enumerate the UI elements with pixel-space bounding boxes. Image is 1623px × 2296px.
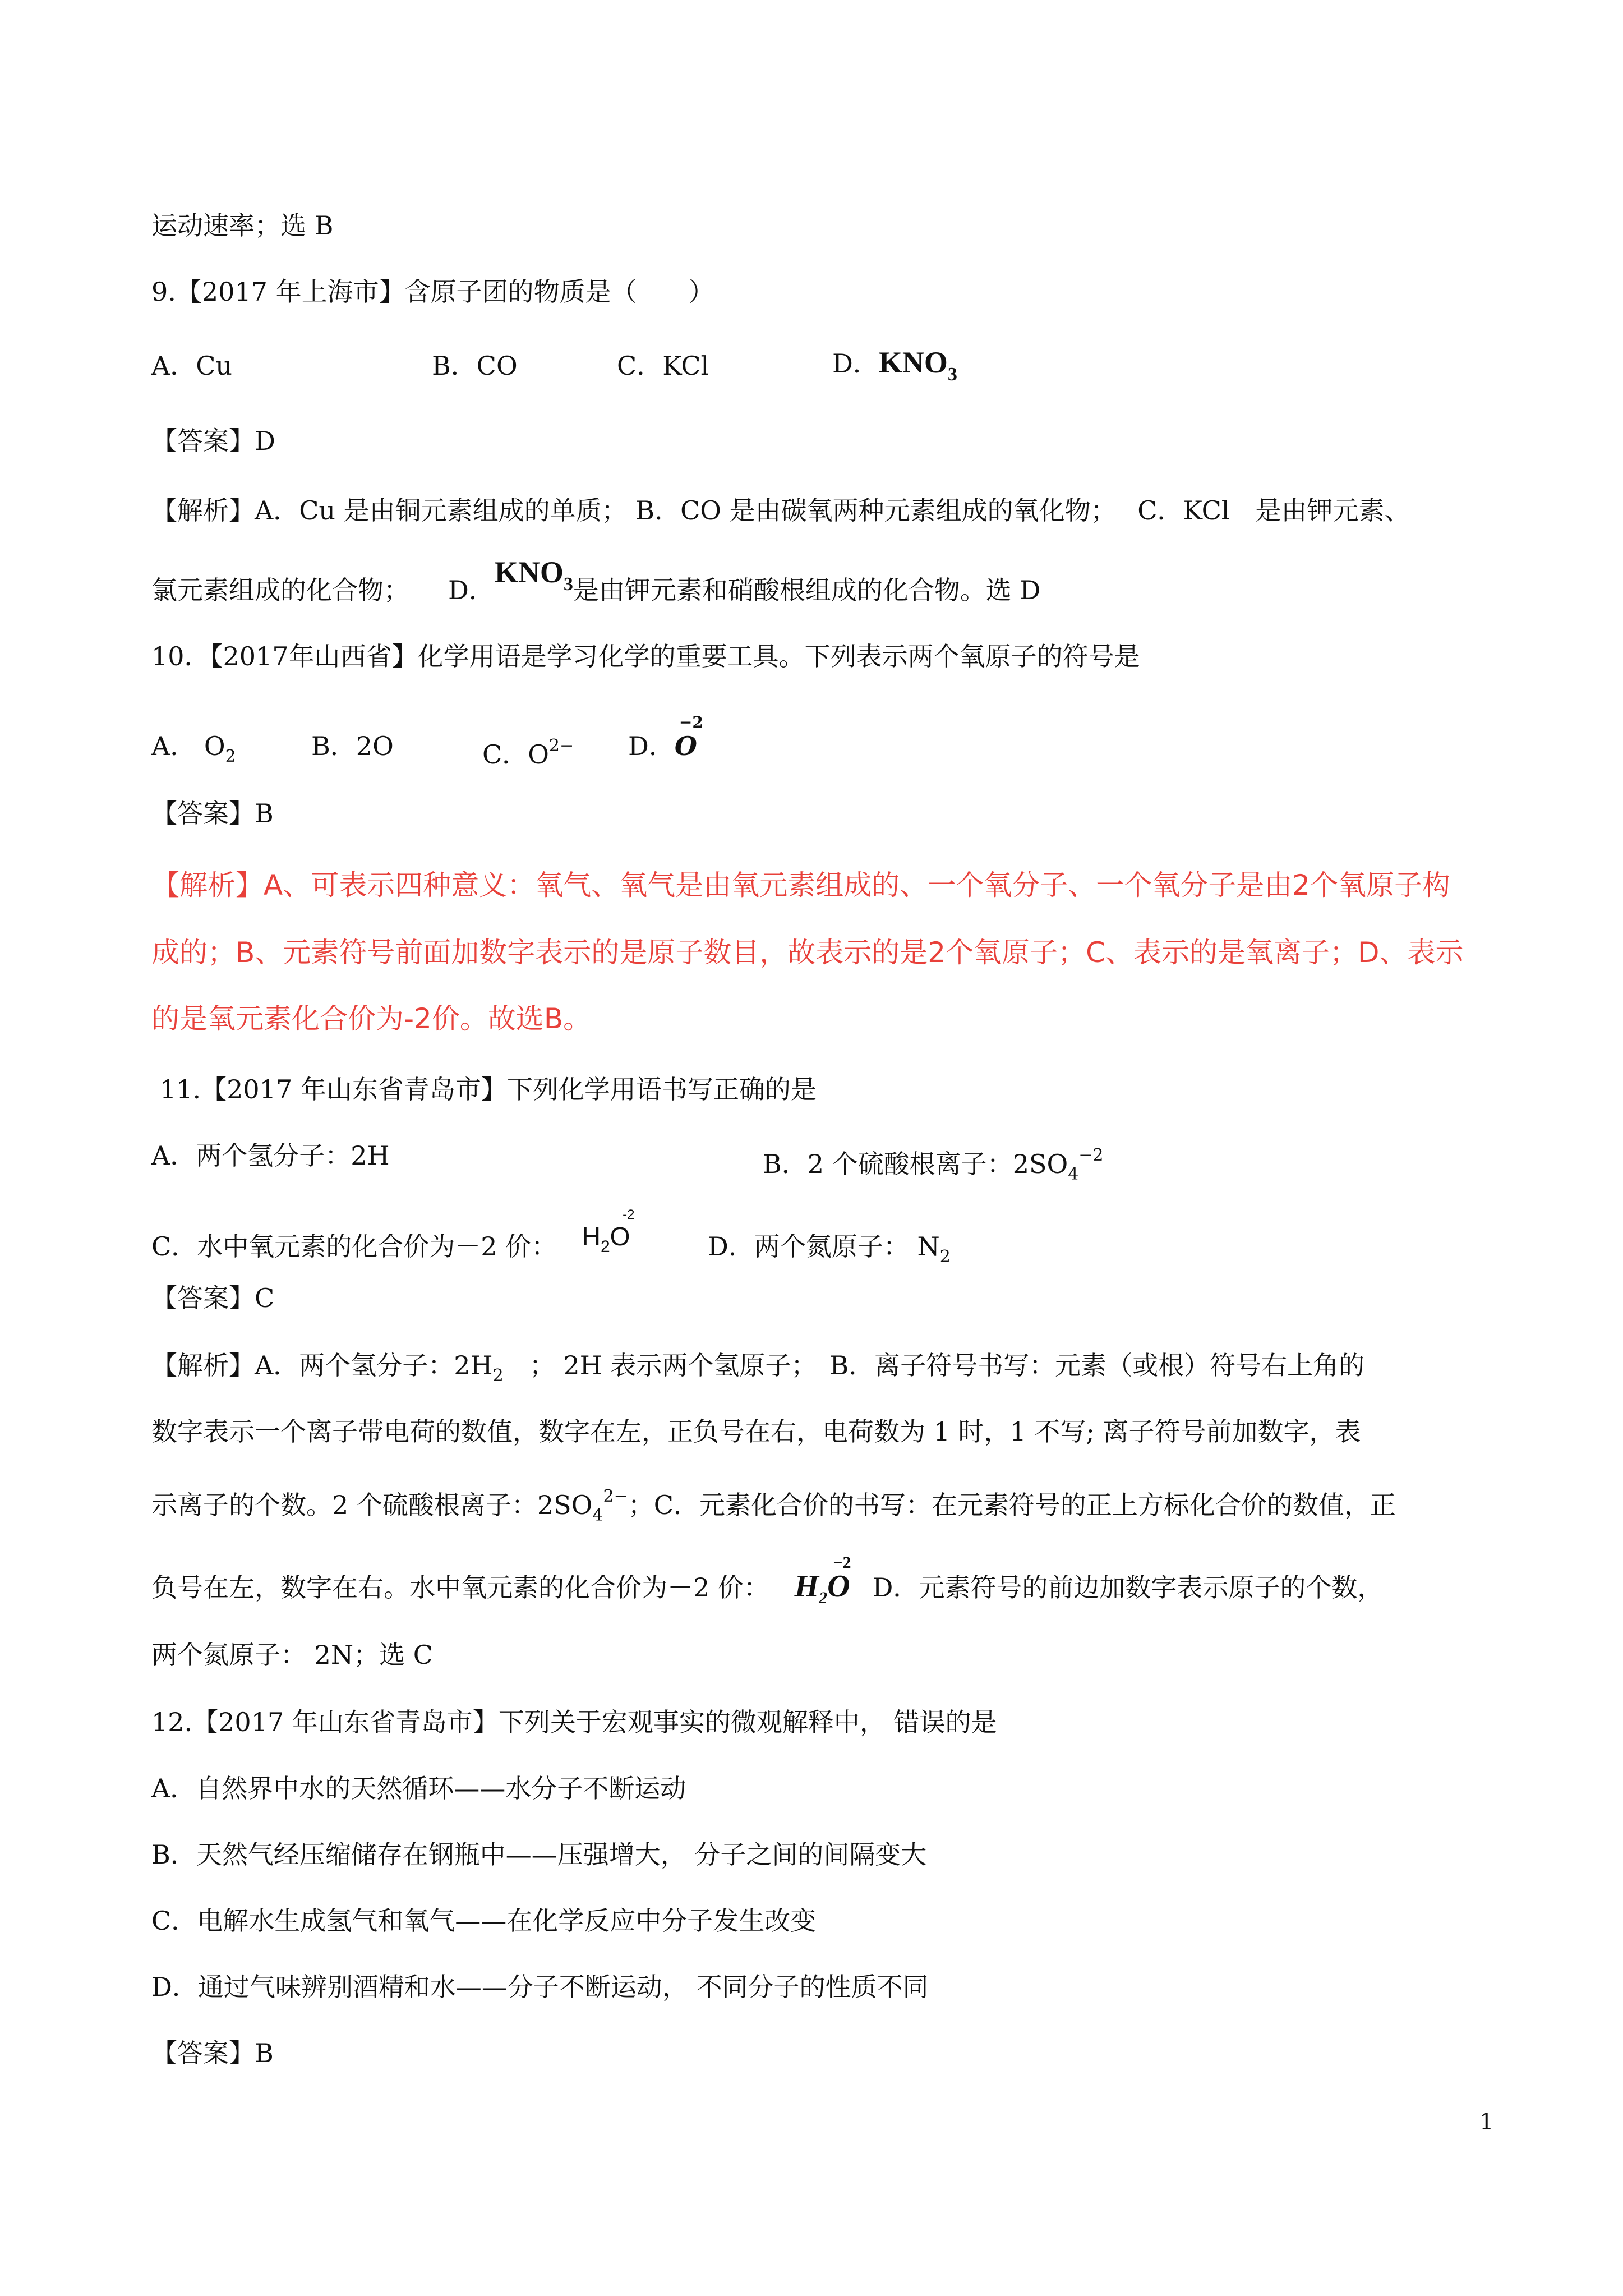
q9-option-d-label: D．: [832, 348, 879, 379]
q12-option-b: B．天然气经压缩储存在钢瓶中——压强增大， 分子之间的间隔变大: [151, 1839, 927, 1870]
q9-option-a: A．Cu: [151, 351, 233, 381]
q9-option-c: C．KCl: [617, 351, 709, 381]
page-number: 1: [1479, 2109, 1494, 2135]
q11-answer: 【答案】C: [151, 1283, 275, 1313]
q12-answer: 【答案】B: [151, 2038, 274, 2068]
q10-option-b: B．2O: [311, 731, 394, 761]
q12-option-d: D．通过气味辨别酒精和水——分子不断运动， 不同分子的性质不同: [151, 1972, 929, 2002]
kno3-formula: $KNO_3$: [878, 346, 957, 385]
q12-option-c: C．电解水生成氢气和氧气——在化学反应中分子发生改变: [151, 1906, 817, 1936]
q10-answer: 【答案】B: [151, 798, 274, 829]
q9-answer: 【答案】D: [151, 426, 275, 456]
q10-explanation-line: 成的；B、元素符号前面加数字表示的是原子数目，故表示的是2个氧原子；C、表示的是氧离子；D、表示: [151, 936, 1464, 969]
q11-explanation-line: 示离子的个数。2 个硫酸根离子：$2SO_4^{2-}$；C．元素化合价的书写：在元素符号的正上方标化合价的数值，正: [151, 1487, 1396, 1525]
q11-option-c: C．水中氧元素的化合价为－2 价： $H_2O$ -2: [151, 1230, 630, 1274]
q11-explanation-line: 【解析】A．两个氢分子：$2H_2$ ； 2H 表示两个氢原子； B．离子符号书写：元素（或根）符号右上角的: [151, 1350, 1365, 1386]
q11-option-a: A．两个氢分子：2H: [151, 1140, 390, 1171]
q11-explanation-line: 负号在左，数字在右。水中氧元素的化合价为－2 价： $H_2O$ −2 D．元素符号的前边加数字表示原子的个数，: [151, 1570, 1383, 1615]
q10-option-d: D． −2 O: [628, 729, 697, 763]
q9-option-d: [832, 346, 957, 392]
q9-option-b: B．CO: [432, 351, 518, 381]
q9-explanation-line: 【解析】A．Cu 是由铜元素组成的单质； B．CO 是由碳氧两种元素组成的氧化物； C．KCl 是由钾元素、: [151, 495, 1410, 526]
q11-explanation-line: 数字表示一个离子带电荷的数值，数字在左，正负号在右，电荷数为 1 时，1 不写; 离子符号前加数字，表: [151, 1416, 1361, 1447]
q10-option-c: C．$O^{2-}$: [482, 736, 574, 770]
h2o-valence-formula: $H_2O$ −2: [794, 1553, 851, 1607]
question-9-title: 9.【2017 年上海市】含原子团的物质是（ ）: [151, 277, 714, 307]
question-12-title: 12.【2017 年山东省青岛市】下列关于宏观事实的微观解释中， 错误的是: [151, 1707, 997, 1737]
text-line: 运动速率；选 B: [151, 210, 334, 241]
q9-explanation-line: 氯元素组成的化合物； D．$KNO_3$是由钾元素和硝酸根组成的化合物。选 D: [151, 555, 1041, 605]
q10-option-a: A． $O_2$: [151, 731, 236, 766]
question-11-title: 11.【2017 年山东省青岛市】下列化学用语书写正确的是: [160, 1074, 817, 1105]
q12-option-a: A．自然界中水的天然循环——水分子不断运动: [151, 1773, 686, 1803]
q11-option-b: B．2 个硫酸根离子：$2SO_4^{-2}$: [763, 1145, 1104, 1184]
question-10-title: 10．【2017年山西省】化学用语是学习化学的重要工具。下列表示两个氧原子的符号是: [151, 641, 1140, 671]
oxygen-valence-symbol: −2 O: [674, 713, 703, 761]
h2o-valence-formula: $H_2O$ -2: [582, 1207, 635, 1256]
q11-option-d: D．两个氮原子： $N_2$: [708, 1231, 951, 1267]
q10-explanation-line: 的是氧元素化合价为-2价。故选B。: [151, 1002, 592, 1035]
kno3-formula: $KNO_3$: [494, 555, 573, 595]
q11-explanation-line: 两个氮原子： 2N；选 C: [151, 1640, 433, 1670]
q10-explanation-line: 【解析】A、可表示四种意义：氧气、氧气是由氧元素组成的、一个氧分子、一个氧分子是由2个氧原子构: [151, 869, 1451, 901]
